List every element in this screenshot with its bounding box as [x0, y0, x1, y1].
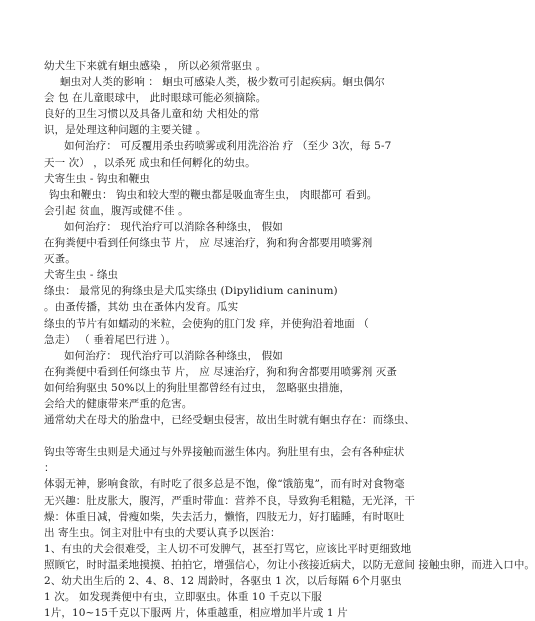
text-line: 如何治疗： 现代治疗可以消除各种绦虫， 假如 — [64, 349, 283, 362]
text-line: 无兴趣：肚皮胀大，腹泻，严重时带血：营养不良，导致狗毛粗糙，无光泽，干 — [44, 494, 415, 507]
text-body — [44, 58, 535, 621]
text-line: 2、幼犬出生后的 2、4、8、12 周龄时，各驱虫 1 次，以后每隔 6个月驱虫 — [44, 575, 402, 587]
text-line: 幼犬生下来就有蛔虫感染 ， 所以必须常驱虫 。 — [44, 60, 267, 72]
text-line: 识，是处理这种问题的主要关键 。 — [44, 124, 207, 137]
text-line: 急走） （ 垂着尾巴行进 ）。 — [44, 333, 177, 346]
text-line: 照顾它，时时温柔地摸摸、拍拍它，增强信心，勿让小孩接近病犬，以防无意间 接触虫卵，而进入口中。 — [44, 558, 535, 571]
text-line: 绦虫： 最常见的狗绦虫是犬瓜实绦虫 (Dipylidium caninum) — [44, 285, 338, 298]
text-line: 如何治疗： 现代治疗可以消除各种绦虫， 假如 — [64, 220, 283, 233]
text-line: 如何给狗驱虫 50%以上的狗肚里都曾经有过虫， 忽略驱虫措施， — [44, 381, 351, 394]
text-line: ： — [44, 462, 55, 475]
text-line: 钩虫和鞭虫： 钩虫和较大型的鞭虫都是吸血寄生虫， 肉眼都可 看到。 — [49, 188, 378, 201]
text-line: 在狗粪便中看到任何绦虫节 片， 应 尽速治疗，狗和狗舍都要用喷雾剂 — [44, 237, 373, 250]
text-line — [44, 428, 494, 444]
text-line: 犬寄生虫 - 绦虫 — [44, 269, 119, 282]
text-line: 会给犬的健康带来严重的危害。 — [44, 397, 193, 410]
text-line: 出 寄生虫。饲主对肚中有虫的犬要认真予以医治： — [44, 526, 281, 539]
text-line: 燥：体重日减，骨瘦如柴，失去活力，懒惰，四肢无力，好打瞌睡，有时呕吐 — [44, 510, 405, 523]
text-line: 蛔虫对人类的影响 ： 蛔虫可感染人类，极少数可引起疾病。蛔虫偶尔 — [60, 76, 385, 89]
text-line: 通常幼犬在母犬的胎盘中，已经受蛔虫侵害，故出生时就有蛔虫存在：而绦虫、 — [44, 414, 415, 427]
text-line: 体弱无神，影响食欲，有时吃了很多总是不饱，像“饿筋鬼”，而有时对食物毫 — [44, 478, 405, 491]
text-line: 1 次。 如发现粪便中有虫，立即驱虫。体重 10 千克以下服 — [44, 591, 322, 604]
text-line: 如何治疗： 可反覆用杀虫药喷雾或利用洗浴治 疗 （至少 3次，每 5-7 — [64, 140, 392, 153]
text-line: 天一 次） ，以杀死 成虫和任何孵化的幼虫。 — [44, 156, 256, 169]
text-line: 1片，10~15千克以下服两 片，体重越重，相应增加半片或 1 片 — [44, 607, 348, 620]
text-line: 在狗粪便中看到任何绦虫节 片， 应 尽速治疗，狗和狗舍都要用喷雾剂 灭蚤 — [44, 365, 397, 378]
text-line: 灭蚤。 — [44, 253, 76, 266]
text-line: 会引起 贫血，腹泻或健不佳 。 — [44, 204, 189, 217]
text-line: 。由蚤传播，其幼 虫在蚤体内发育。瓜实 — [44, 301, 239, 314]
text-line: 1、有虫的犬会很难受，主人切不可发脾气，甚至打骂它，应该比平时更细致地 — [44, 542, 412, 555]
text-line: 绦虫的节片有如蠕动的米粒，会使狗的肛门发 痒，并使狗沿着地面 （ — [44, 317, 369, 330]
text-line: 会 包 在儿童眼球中， 此时眼球可能必须摘除。 — [44, 92, 267, 105]
text-line: 钩虫等寄生虫则是犬通过与外界接触而滋生体内。狗肚里有虫，会有各种症状 — [44, 446, 405, 459]
text-line: 良好的卫生习惯以及具备儿童和幼 犬相处的常 — [44, 108, 260, 121]
text-line: 犬寄生虫 - 钩虫和鞭虫 — [44, 172, 150, 185]
